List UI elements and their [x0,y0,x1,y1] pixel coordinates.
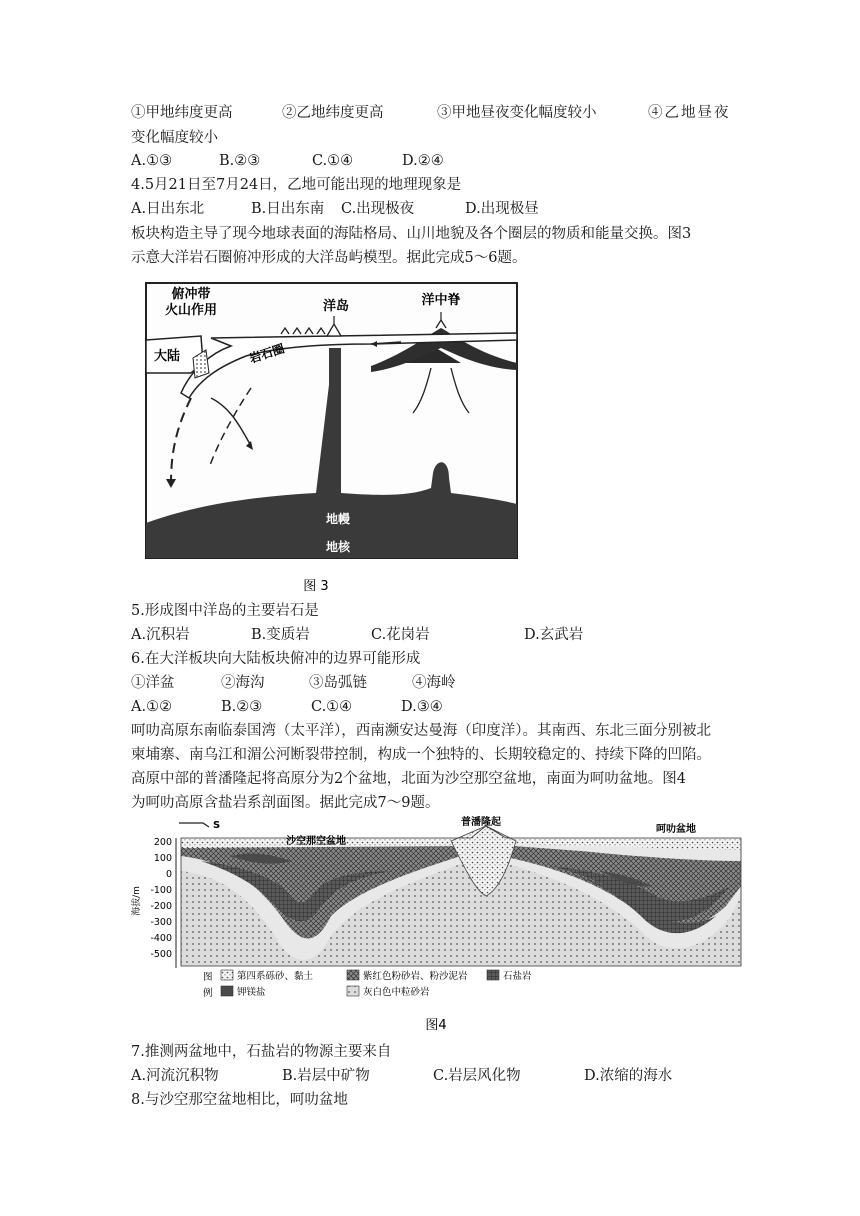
q6-choice-a: A.①② [131,699,173,715]
y-tick-minus400: -400 [150,933,172,944]
y-tick-minus300: -300 [150,917,172,928]
q4-choice-c: C.出现极夜 [341,201,415,217]
figure-4 [131,816,751,1036]
label-lithosphere: 岩石圈 [247,341,287,366]
q3-choice-a: A.①③ [131,153,173,169]
intro2-line3: 高原中部的普潘隆起将高原分为2个盆地，北面为沙空那空盆地，南面为呵叻盆地。图4 [131,771,686,787]
q5-choice-c: C.花岗岩 [371,627,430,643]
q4-choice-b: B.日出东南 [251,201,325,217]
q6-choice-d: D.③④ [401,699,443,715]
y-tick-minus500: -500 [150,949,172,960]
q3-option-2: ②乙地纬度更高 [282,105,384,121]
q4-choice-a: A.日出东北 [131,201,205,217]
legend-sandstone: 灰白色中粒砂岩 [363,987,430,998]
label-basin-north: 沙空那空盆地 [286,836,346,847]
q3-option-4-continued: 变化幅度较小 [131,130,218,146]
q7-choice-b: B.岩层中矿物 [282,1068,370,1084]
q7-choice-d: D.浓缩的海水 [584,1068,673,1084]
legend-swatch-rock-salt [487,970,499,980]
q3-choice-d: D.②④ [402,153,444,169]
intro1-line1: 板块构造主导了现今地球表面的海陆格局、山川地貌及各个圈层的物质和能量交换。图3 [131,226,692,242]
q5-choice-b: B.变质岩 [251,627,310,643]
q4-stem: 4.5月21日至7月24日，乙地可能出现的地理现象是 [131,177,462,193]
intro2-line2: 柬埔寨、南乌江和湄公河断裂带控制，构成一个独特的、长期较稳定的、持续下降的凹陷。 [131,747,711,763]
y-tick-0: 0 [165,869,172,880]
legend-swatch-siltstone [347,970,359,980]
q4-choice-d: D.出现极昼 [465,201,539,217]
figure-3 [131,278,526,596]
legend-swatch-quaternary [221,970,233,980]
q6-option-3: ③岛弧链 [309,675,367,691]
label-volcano: 火山作用 [164,303,218,318]
y-axis-label: 海拔/m [132,886,142,916]
legend-swatch-sandstone [347,986,359,996]
legend-quaternary: 第四系砾砂、黏土 [237,971,314,982]
y-tick-100: 100 [153,853,172,864]
north-label: S [213,820,221,831]
q7-choice-a: A.河流沉积物 [131,1068,219,1084]
figure-4-diagram [131,816,751,1036]
label-core: 地核 [326,540,351,554]
legend-title-1: 图 [203,972,213,983]
y-tick-minus200: -200 [150,901,172,912]
q5-choice-a: A.沉积岩 [131,627,190,643]
q3-choice-c: C.①④ [312,153,354,169]
q3-option-4: ④乙地昼夜 [648,105,731,121]
intro2-line4: 为呵叻高原含盐岩系剖面图。据此完成7～9题。 [131,795,440,811]
figure-4-caption: 图4 [425,1018,447,1033]
q6-choice-c: C.①④ [311,699,353,715]
y-axis-ticks [150,837,172,960]
q5-choice-d: D.玄武岩 [524,627,584,643]
q7-choice-c: C.岩层风化物 [433,1068,521,1084]
q6-choice-b: B.②③ [221,699,263,715]
q5-stem: 5.形成图中洋岛的主要岩石是 [131,603,319,619]
q8-stem: 8.与沙空那空盆地相比，呵叻盆地 [131,1092,348,1108]
mantle-plume [329,348,341,498]
legend-potash: 钾镁盐 [237,987,266,998]
q3-option-1: ①甲地纬度更高 [131,105,233,121]
label-island: 洋岛 [322,299,350,314]
figure-3-diagram [131,278,526,596]
label-basin-south: 呵叻盆地 [656,824,696,835]
legend-siltstone: 紫红色粉砂岩、粉沙泥岩 [363,971,468,982]
intro2-line1: 呵叻高原东南临泰国湾（太平洋），西南濒安达曼海（印度洋）。其南西、东北三面分别被北 [131,723,711,739]
intro1-line2: 示意大洋岩石圈俯冲形成的大洋岛屿模型。据此完成5～6题。 [131,250,527,266]
label-subduction: 俯冲带 [171,287,211,302]
north-arrow [179,823,209,827]
q6-stem: 6.在大洋板块向大陆板块俯冲的边界可能形成 [131,651,421,667]
label-mantle: 地幔 [326,512,351,526]
y-tick-minus100: -100 [150,885,172,896]
y-tick-200: 200 [153,837,172,848]
q3-option-3: ③甲地昼夜变化幅度较小 [437,105,597,121]
q7-stem: 7.推测两盆地中，石盐岩的物源主要来自 [131,1044,392,1060]
legend-swatch-potash [221,986,233,996]
q3-choice-b: B.②③ [219,153,261,169]
label-uplift: 普潘隆起 [461,817,501,828]
label-ridge: 洋中脊 [421,293,461,308]
figure-3-caption: 图 3 [303,579,329,594]
q6-option-2: ②海沟 [221,675,265,691]
label-continent: 大陆 [153,349,181,364]
legend [203,970,532,999]
legend-rock-salt: 石盐岩 [503,971,532,982]
legend-title-2: 例 [203,988,213,999]
q6-option-4: ④海岭 [412,675,456,691]
q6-option-1: ①洋盆 [131,675,175,691]
